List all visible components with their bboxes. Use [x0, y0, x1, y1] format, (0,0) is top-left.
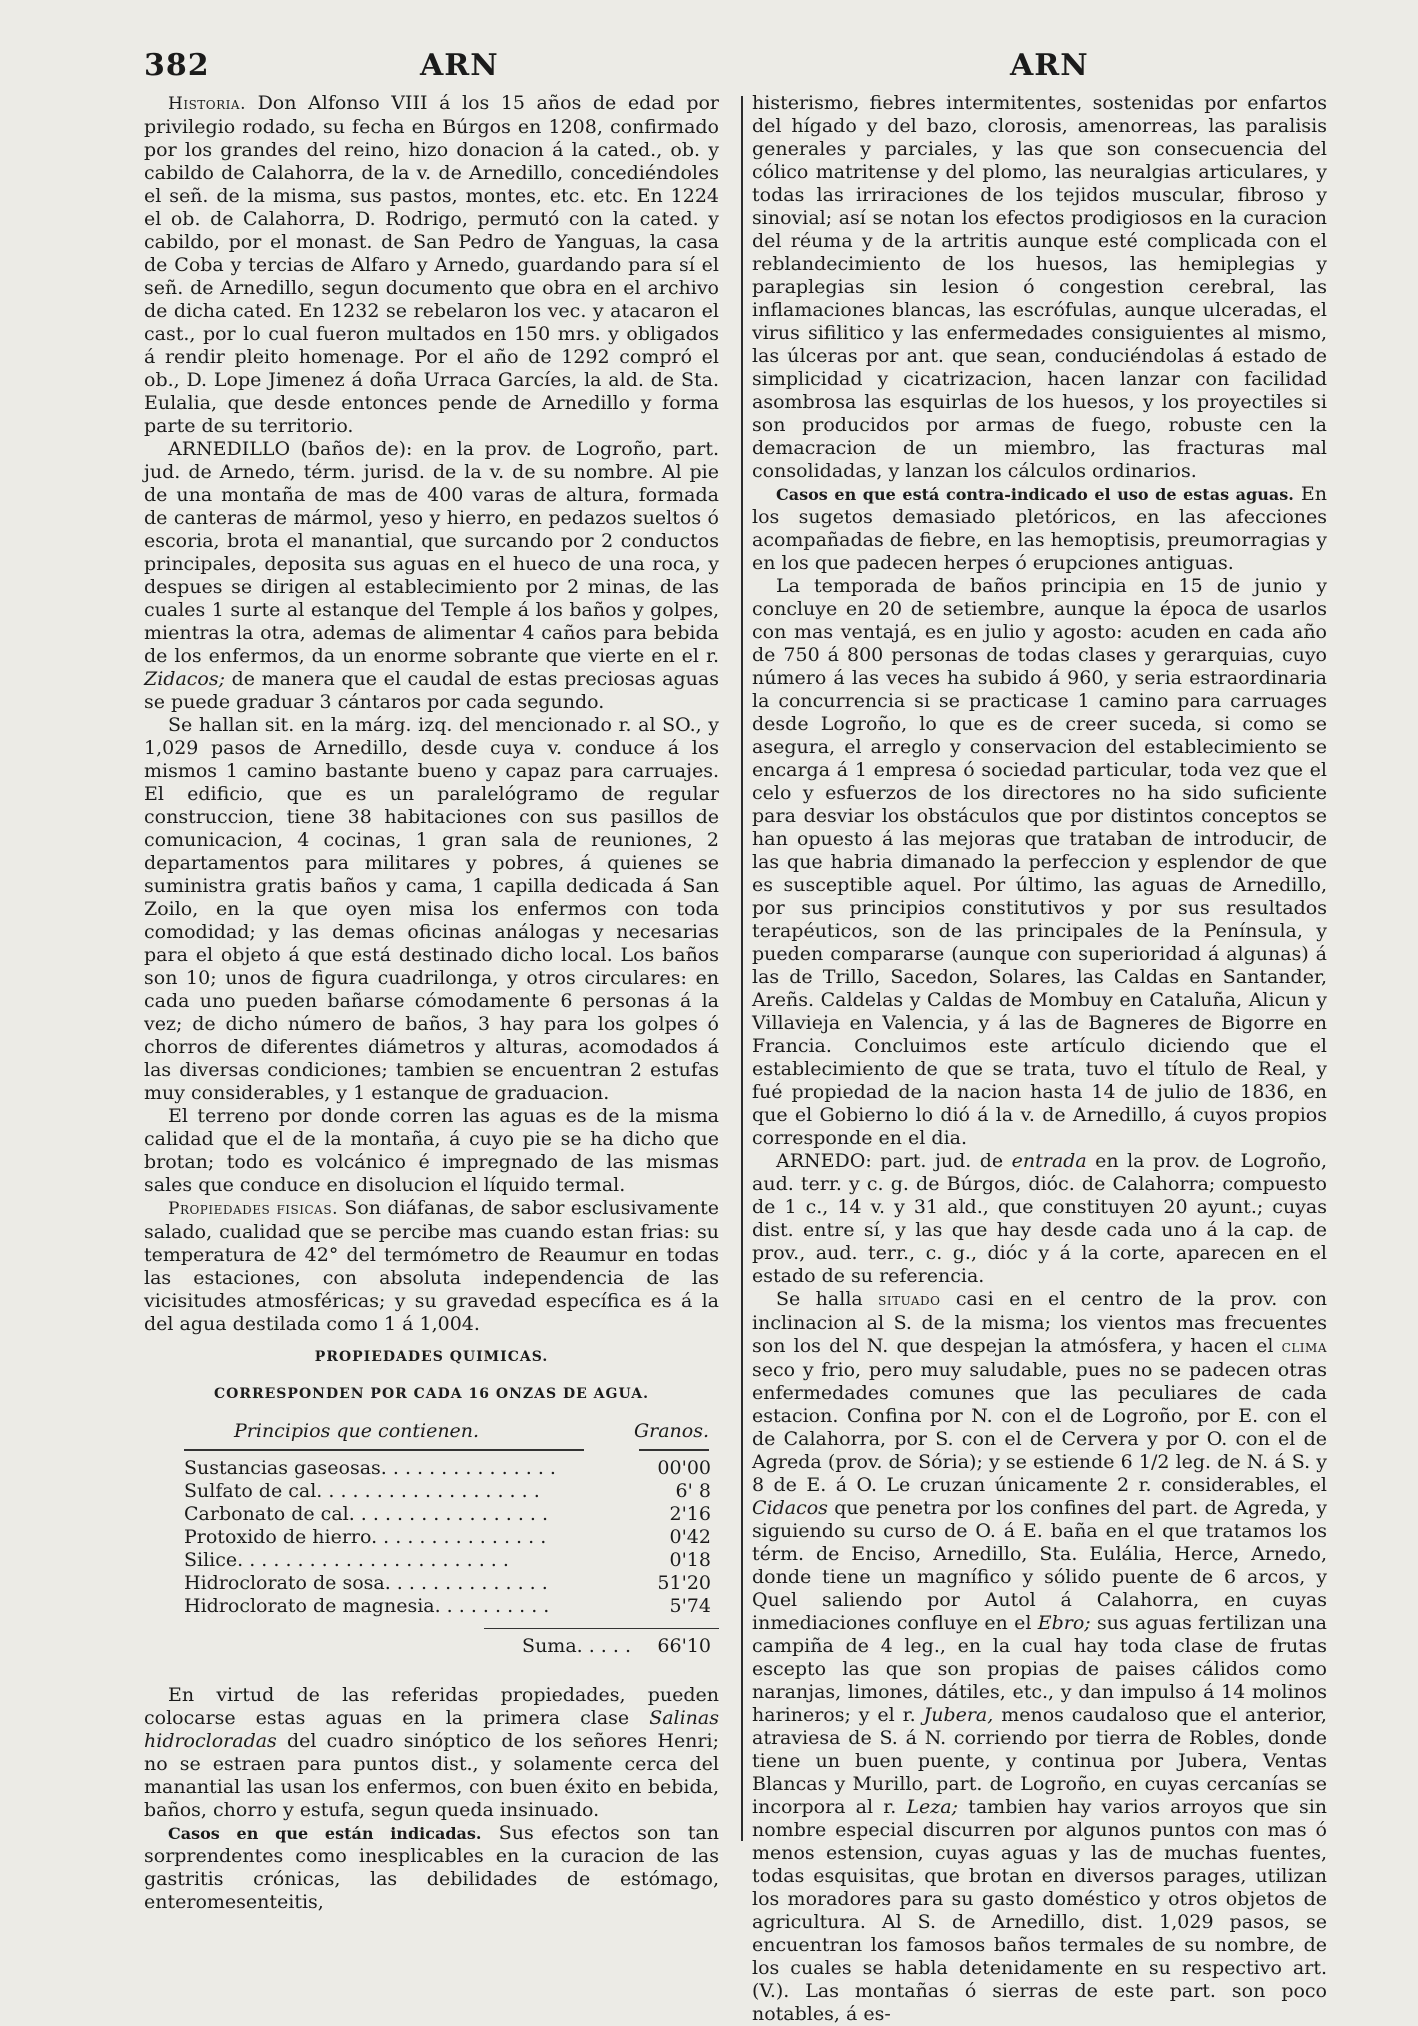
- row-name: Sulfato de cal. . . . . . . . . . . . . . . . . . .: [184, 1480, 540, 1502]
- historia-paragraph: [144, 92, 719, 438]
- row-value: 0'42: [669, 1526, 711, 1548]
- situado-text-5: sus aguas fertilizan una campiña de 4 leg., en la cual hay toda clase de frutas escepto las que son propias de paises cálidos como naranjas, limones, dátiles, etc., y dan impulso á 14 molinos harineros; y el r.: [752, 1612, 1328, 1726]
- table-row: [144, 1549, 719, 1572]
- contra-paragraph: [752, 483, 1327, 575]
- situado-paragraph: [752, 1288, 1327, 2026]
- sum-value: 66'10: [657, 1635, 711, 1657]
- composition-table: [144, 1420, 719, 1658]
- row-name: Hidroclorato de sosa. . . . . . . . . . . . . .: [184, 1572, 548, 1594]
- contra-text: En los sugetos demasiado pletóricos, en las afecciones acompañadas de fiebre, en las hemoptisis, preumorragias y en los que padecen herpes ó erupciones antiguas.: [752, 483, 1327, 574]
- banos-heading: ARNEDILLO (baños de):: [168, 438, 413, 460]
- situado-word: situado: [878, 1290, 941, 1310]
- situado-text-3: seco y frio, pero muy saludable, pues no se padecen otras enfermedades comunes que las peculiares de cada estacion. Confina por N. con el de Logroño, por E. con el de Calahorra, por S. con el de Cervera y por O. con el de Agreda (prov. de Sória); y se estiende 6 1/2 leg. de N. á S. y 8 de E. á O. Le cruzan únicamente 2 r. considerables, el: [752, 1359, 1327, 1496]
- casos-heading: Casos en que están indicadas.: [168, 1824, 482, 1843]
- right-column: [752, 92, 1327, 2026]
- terreno-paragraph: El terreno por donde corren las aguas es de la misma calidad que el de la montaña, á cuyo pie se ha dicho que brotan; todo es volcánico é impregnado de las mismas sales que conduce en disolucion el líquido termal.: [144, 1105, 719, 1196]
- fisicas-paragraph: [144, 1197, 719, 1336]
- table-row: [144, 1457, 719, 1480]
- casos-text: Sus efectos son tan sorprendentes como inesplicables en la curacion de las gastritis crónicas, las debilidades de estómago, enteromesenteitis,: [144, 1822, 719, 1913]
- column-divider: [741, 96, 743, 1841]
- temporada-paragraph: La temporada de baños principia en 15 de junio y concluye en 20 de setiembre, aunque la época de usarlos con mas ventajá, es en julio y agosto: acuden en cada año de 750 á 800 personas de todas clases y gerarquias, cuyo número á las veces ha subido á 960, y seria estraordinaria la concurrencia si se practicase 1 camino para carruages desde Logroño, lo que es de creer suceda, si como se asegura, el arreglo y conservacion del establecimiento se encarga á 1 empresa ó sociedad particular, toda vez que el celo y esfuerzos de los directores no ha sido suficiente para desviar los obstáculos que por distintos conceptos se han opuesto á las mejoras que trataban de introducir, de las que habria dimanado la perfeccion y esplendor de que es susceptible aquel. Por último, las aguas de Arnedillo, por sus principios constitutivos y por sus resultados terapéuticos, son de las principales de la Península, y pueden compararse (aunque con superioridad á algunas) á las de Trillo, Sacedon, Solares, las Caldas en Santander, Areñs. Caldelas y Caldas de Mombuy en Cataluña, Alicun y Villavieja en Valencia, y á las de Bagneres de Bigorre en Francia. Concluimos este artículo diciendo que el establecimiento de que se trata, tuvo el título de Real, y fué propiedad de la nacion hasta 14 de julio de 1836, en que el Gobierno lo dió á la v. de Arnedillo, á cuyos propios corresponde en el dia.: [752, 575, 1327, 1149]
- river-jubera: Jubera,: [923, 1704, 994, 1726]
- banos-paragraph: [144, 438, 719, 714]
- table-sum: [484, 1628, 719, 1658]
- left-running-head: ARN: [420, 48, 499, 83]
- corresponden-title: CORRESPONDEN POR CADA 16 ONZAS DE AGUA.: [214, 1386, 649, 1402]
- arnedo-heading: ARNEDO:: [776, 1150, 872, 1172]
- river-cidacos: Cidacos: [752, 1497, 828, 1519]
- row-value: 2'16: [669, 1503, 711, 1525]
- virtud-text: En virtud de las referidas propiedades, pueden colocarse estas aguas en la primera clase: [144, 1684, 719, 1729]
- historia-heading: Historia.: [168, 94, 246, 114]
- situado-text-6: menos caudaloso que el anterior, atraviesa de S. á N. corriendo por tierra de Robles, donde tiene un buen puente, y continua por Jubera, Ventas Blancas y Murillo, part. de Logroño, en cuyas cercanías se incorpora al r.: [752, 1704, 1327, 1818]
- contra-heading: Casos en que está contra-indicado el uso de estas aguas.: [776, 485, 1294, 504]
- fisicas-heading: Propiedades fisicas.: [168, 1199, 338, 1219]
- river-leza: Leza;: [906, 1796, 959, 1818]
- situado-text-7: tambien hay varios arroyos que sin nombre especial discurren por algunos puntos con mas ó menos estension, cuyas aguas y las de muchas fuentes, todas esquisitas, que brotan en diversos parages, utilizan los moradores para su gasto doméstico y otros objetos de agricultura. Al S. de Arnedillo, dist. 1,029 pasos, se encuentran los famosos baños termales de su nombre, de los cuales se habla detenidamente en su respectivo art. (V.). Las montañas ó sierras de este part. son poco notables, á es-: [752, 1796, 1328, 2025]
- situado-text-1: Se halla: [776, 1288, 863, 1310]
- table-row: [144, 1480, 719, 1503]
- arnedo-paragraph: [752, 1150, 1327, 1288]
- sum-label: Suma. . . . .: [522, 1635, 631, 1657]
- table-row: [144, 1526, 719, 1549]
- arnedo-entrada: entrada: [1011, 1150, 1087, 1172]
- river-zidacos: Zidacos;: [144, 668, 226, 690]
- quimicas-title: PROPIEDADES QUIMICAS.: [314, 1349, 549, 1365]
- arnedo-text-1: part. jud. de: [880, 1150, 1004, 1172]
- row-value: 51'20: [657, 1572, 711, 1594]
- row-name: Protoxido de hierro. . . . . . . . . . . . . . .: [184, 1526, 547, 1548]
- row-name: Carbonato de cal. . . . . . . . . . . . . . . . .: [184, 1503, 549, 1525]
- row-value: 00'00: [657, 1457, 711, 1479]
- continuation-paragraph: histerismo, fiebres intermitentes, sostenidas por enfartos del hígado y del bazo, clorosis, amenorreas, las paralisis generales y parciales, y las que son consecuencia del cólico matritense y del plomo, las neuralgias articulares, y todas las irriraciones de los tejidos muscular, fibroso y sinovial; así se notan los efectos prodigiosos en la curacion del réuma y de la artritis aunque esté complicada con el reblandecimiento de los huesos, las hemiplegias y paraplegias sin lesion ó congestion cerebral, las inflamaciones blancas, las escrófulas, aunque ulceradas, el virus sifilitico y las enfermedades consiguientes al mismo, las úlceras por ant. que sean, conduciéndolas á estado de simplicidad y cicatrizacion, hacen lanzar con facilidad asombrosa las esquirlas de los huesos, y los proyectiles si son producidos por armas de fuego, robuste cen la demacracion de un miembro, las fracturas mal consolidadas, y lanzan los cálculos ordinarios.: [752, 92, 1327, 482]
- table-col-principios: Principios que contienen.: [234, 1420, 480, 1442]
- page-number: 382: [144, 48, 210, 83]
- table-col-granos: Granos.: [633, 1420, 709, 1442]
- sit-paragraph: Se hallan sit. en la márg. izq. del mencionado r. al SO., y 1,029 pasos de Arnedillo, desde cuya v. conduce á los mismos 1 camino bastante bueno y capaz para carruajes. El edificio, que es un paralelógramo de regular construccion, tiene 38 habitaciones con sus pasillos de comunicacion, 4 cocinas, 1 gran sala de reuniones, 2 departamentos para militares y pobres, á quienes se suministra gratis baños y cama, 1 capilla dedicada á San Zoilo, en la que oyen misa los enfermos con toda comodidad; y las demas oficinas análogas y necesarias para el objeto á que está destinado dicho local. Los baños son 10; unos de figura cuadrilonga, y otros circulares: en cada uno pueden bañarse cómodamente 6 personas á la vez; de dicho número de baños, 3 hay para los golpes ó chorros de diferentes diámetros y alturas, acomodados á las diversas condiciones; tambien se encuentran 2 estufas muy considerables, y 1 estanque de graduacion.: [144, 714, 719, 1104]
- table-row: [144, 1503, 719, 1526]
- virtud-paragraph: [144, 1684, 719, 1822]
- situado-text-4: que penetra por los confines del part. de Agreda, y siguiendo su curso de O. á E. baña en el que tratamos los térm. de Enciso, Arnedillo, Sta. Eulália, Herce, Arnedo, donde tiene un magnífico y sólido puente de 6 arcos, y Quel saliendo por Autol á Calahorra, en cuyas inmediaciones confluye en el: [752, 1497, 1328, 1634]
- historia-text: Don Alfonso VIII á los 15 años de edad por privilegio rodado, su fecha en Búrgos en 1208, confirmado por los grandes del reino, hizo donacion á la cated., ob. y cabildo de Calahorra, de la v. de Arnedillo, concediéndoles el señ. de la misma, sus pastos, montes, etc. etc. En 1224 el ob. de Calahorra, D. Rodrigo, permutó con la cated. y cabildo, por el monast. de San Pedro de Yanguas, la casa de Coba y tercias de Alfaro y Arnedo, guardando para sí el señ. de Arnedillo, segun documento que obra en el archivo de dicha cated. En 1232 se rebelaron los vec. y atacaron el cast., por lo cual fueron multados en 150 mrs. y obligados á rendir pleito homenage. Por el año de 1292 compró el ob., D. Lope Jimenez á doña Urraca Garcíes, la ald. de Sta. Eulalia, que desde entonces pende de Arnedillo y forma parte de su territorio.: [144, 92, 719, 437]
- arnedo-text-2: en la prov. de Logroño, aud. terr. y c. g. de Búrgos, dióc. de Calahorra; compuesto de 1 c., 14 v. y 31 ald., que constituyen 20 ayunt.; cuyas dist. entre sí, y las que hay desde cada uno á la cap. de prov., aud. terr., c. g., dióc y á la corte, aparecen en el estado de su referencia.: [752, 1150, 1328, 1287]
- fisicas-text: Son diáfanas, de sabor esclusivamente salado, cualidad que se percibe mas cuando estan frias: su temperatura de 42° del termómetro de Reaumur en todas las estaciones, con absoluta independencia de las vicisitudes atmosféricas; y su gravedad específica es á la del agua destilada como 1 á 1,004.: [144, 1197, 720, 1335]
- table-header-rules: [144, 1449, 719, 1451]
- table-rule-right: [639, 1449, 709, 1451]
- table-row: [144, 1572, 719, 1595]
- virtud-text-2: del cuadro sinóptico de los señores Henri; no se estraen para puntos dist., y solamente cerca del manantial las usan los enfermos, con buen éxito en bebida, baños, chorro y estufa, segun queda insinuado.: [144, 1730, 719, 1821]
- row-value: 5'74: [669, 1595, 711, 1617]
- row-name: Hidroclorato de magnesia. . . . . . . . . .: [184, 1595, 550, 1617]
- row-value: 0'18: [669, 1549, 711, 1571]
- table-row: [144, 1595, 719, 1618]
- table-rule-left: [184, 1449, 584, 1451]
- situado-text-2: casi en el centro de la prov. con inclinacion al S. de la misma; los vientos mas frecuentes son los del N. que despejan la atmósfera, y hacen el: [752, 1288, 1327, 1357]
- row-name: Sustancias gaseosas. . . . . . . . . . . . . . .: [184, 1457, 556, 1479]
- row-value: 6' 8: [675, 1480, 711, 1502]
- left-column: [144, 92, 719, 1914]
- casos-paragraph: [144, 1822, 719, 1914]
- banos-text-2: de manera que el caudal de estas preciosas aguas se puede graduar 3 cántaros por cada segundo.: [144, 668, 719, 713]
- clima-word: clima: [1281, 1337, 1327, 1357]
- right-running-head: ARN: [1010, 48, 1089, 83]
- table-header: [144, 1420, 719, 1443]
- river-ebro: Ebro;: [1037, 1612, 1091, 1634]
- virtud-class: Salinas hidrocloradas: [144, 1707, 719, 1752]
- row-name: Silice. . . . . . . . . . . . . . . . . . . . . . .: [184, 1549, 509, 1571]
- banos-text: en la prov. de Logroño, part. jud. de Arnedo, térm. jurisd. de la v. de su nombre. Al pie de una montaña de mas de 400 varas de altura, formada de canteras de mármol, yeso y hierro, en pedazos sueltos ó escoria, brota el manantial, que surcando por 2 conductos principales, deposita sus aguas en el hueco de una roca, y despues se dirigen al establecimiento por 2 minas, de las cuales 1 surte al estanque del Temple á los baños y golpes, mientras la otra, ademas de alimentar 4 caños para bebida de los enfermos, da un enorme sobrante que vierte en el r.: [144, 438, 720, 667]
